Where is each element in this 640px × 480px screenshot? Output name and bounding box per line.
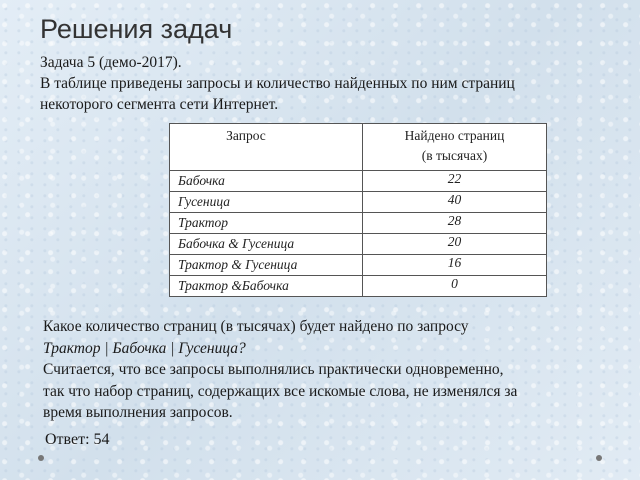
- header-count: [363, 124, 547, 171]
- task-line: некоторого сегмента сети Интернет.: [40, 96, 279, 113]
- table-row: [170, 171, 547, 192]
- header-count-line2: (в тысячах): [421, 148, 488, 163]
- task-line: В таблице приведены запросы и количество найденных по ним страниц: [40, 75, 515, 92]
- count-cell: 22: [363, 171, 547, 192]
- query-cell: Бабочка: [170, 171, 363, 192]
- query-cell: Бабочка & Гусеница: [170, 234, 363, 255]
- queries-table: [169, 123, 547, 297]
- header-query: Запрос: [170, 124, 363, 171]
- answer-text: Ответ: 54: [45, 431, 110, 448]
- question-line: Какое количество страниц (в тысячах) будет найдено по запросу: [43, 318, 469, 335]
- count-cell: 16: [363, 255, 547, 276]
- count-cell: 20: [363, 234, 547, 255]
- question-line: так что набор страниц, содержащих все искомые слова, не изменялся за: [43, 382, 518, 400]
- query-cell: Трактор: [170, 213, 363, 234]
- table-row: [170, 234, 547, 255]
- count-cell: 28: [363, 213, 547, 234]
- question-line: время выполнения запросов.: [43, 404, 233, 421]
- page-title: Решения задач: [40, 14, 233, 44]
- corner-dot-icon: [596, 455, 602, 461]
- count-cell: 0: [363, 276, 547, 297]
- query-cell: Гусеница: [170, 192, 363, 213]
- corner-dot-icon: [38, 455, 44, 461]
- table-row: [170, 213, 547, 234]
- query-cell: Трактор & Гусеница: [170, 255, 363, 276]
- task-description: [40, 52, 620, 115]
- question-line: Считается, что все запросы выполнялись практически одновременно,: [43, 361, 504, 378]
- question-text: [43, 316, 603, 424]
- header-count-line1: Найдено страниц: [404, 128, 505, 143]
- table-row: [170, 255, 547, 276]
- question-query: Трактор | Бабочка | Гусеница?: [43, 339, 246, 357]
- table-row: [170, 276, 547, 297]
- table-header-row: [170, 124, 547, 171]
- task-header: Задача 5 (демо-2017).: [40, 54, 182, 71]
- query-cell: Трактор &Бабочка: [170, 276, 363, 297]
- count-cell: 40: [363, 192, 547, 213]
- table-row: [170, 192, 547, 213]
